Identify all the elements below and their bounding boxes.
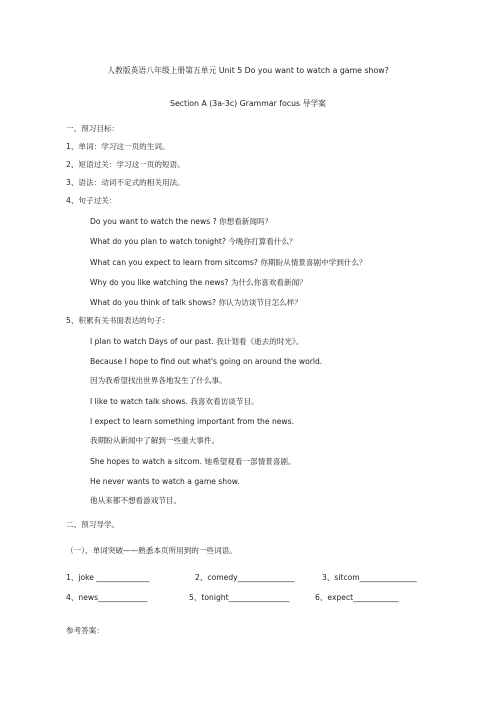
writing-line: I plan to watch Days of our past. 我计划看《逝去的时光》。 [90, 337, 304, 346]
section-heading-2: 二、预习导学。 [66, 520, 120, 529]
blank-item: 3、sitcom_______________ [322, 573, 417, 582]
blank-item: 2、comedy_______________ [195, 573, 295, 582]
writing-line: Because I hope to find out what's going on around the world. [90, 357, 323, 366]
list-item: 2、短语过关：学习这一页的短语。 [66, 160, 185, 169]
blank-item: 4、news_____________ [66, 593, 148, 602]
list-item: 5、积累有关书面表达的句子： [66, 316, 170, 325]
list-item: 3、语法：动词不定式的相关用法。 [66, 178, 185, 187]
writing-line: 他从来都不想看游戏节目。 [90, 496, 182, 505]
writing-line: He never wants to watch a game show. [90, 477, 240, 486]
sentence-line: What can you expect to learn from sitcoms? 你期盼从情景喜剧中学到什么？ [90, 258, 367, 267]
blank-item: 6、expect____________ [315, 593, 399, 602]
sentence-line: What do you think of talk shows? 你认为访谈节目怎么样？ [90, 298, 302, 307]
list-item: 1、单词：学习这一页的生词。 [66, 142, 170, 151]
document-subtitle: Section A (3a-3c) Grammar focus 导学案 [170, 99, 326, 108]
writing-line: 我期盼从新闻中了解到一些重大事件。 [90, 436, 220, 445]
section-heading-1: 一、预习目标： [66, 124, 120, 133]
sentence-line: What do you plan to watch tonight? 今晚你打算看什么？ [90, 237, 297, 246]
sentence-line: Do you want to watch the news ? 你想看新闻吗？ [90, 217, 273, 226]
subsection-heading: （一）、单词突破——熟悉本页所用到的一些词语。 [66, 546, 237, 555]
sentence-line: Why do you like watching the news? 为什么你喜欢看新闻？ [90, 278, 307, 287]
document-title: 人教版英语八年级上册第五单元 Unit 5 Do you want to watch a game show? [107, 66, 389, 75]
list-item: 4、句子过关： [66, 196, 117, 205]
blank-item: 5、tonight________________ [189, 593, 290, 602]
answers-label: 参考答案： [66, 626, 104, 635]
writing-line: 因为我希望找出世界各地发生了什么事。 [90, 376, 227, 385]
blank-item: 1、joke ______________ [66, 573, 150, 582]
writing-line: I like to watch talk shows. 我喜欢看访谈节目。 [90, 397, 259, 406]
writing-line: I expect to learn something important from the news. [90, 417, 295, 426]
writing-line: She hopes to watch a sitcom. 她希望观看一部情景喜剧。 [90, 457, 296, 466]
